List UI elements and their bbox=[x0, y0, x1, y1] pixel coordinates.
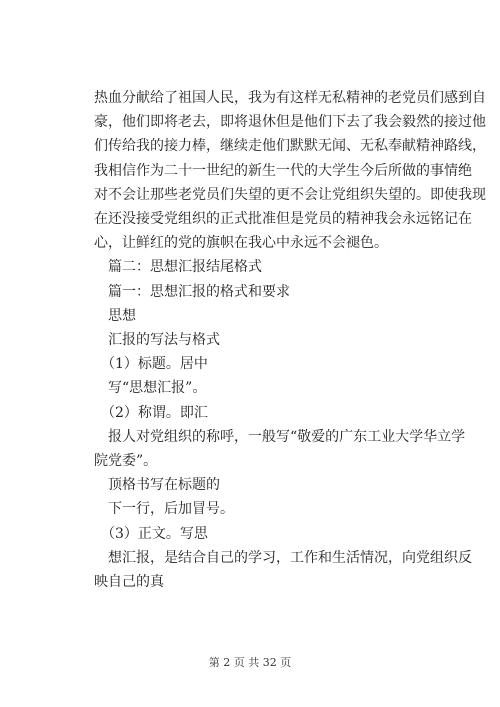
text-line: 想汇报，是结合自己的学习，工作和生活情况，向党组织反 bbox=[94, 549, 472, 566]
section-heading: 篇二：思想汇报结尾格式 bbox=[94, 259, 262, 276]
page-footer: 第 2 页 共 32 页 bbox=[208, 656, 292, 669]
text-line: 写“思想汇报”。 bbox=[94, 380, 207, 397]
text-line: 汇报的写法与格式 bbox=[94, 332, 220, 349]
text-line: （1）标题。居中 bbox=[94, 356, 208, 373]
text-line: 在还没接受党组织的正式批准但是党员的精神我会永远铭记在 bbox=[94, 211, 472, 228]
text-line: 下一行，后加冒号。 bbox=[94, 501, 234, 518]
text-line: （3）正文。写思 bbox=[94, 525, 208, 542]
text-line: 对不会让那些老党员们失望的更不会让党组织失望的。即使我现 bbox=[94, 186, 486, 203]
text-line: 们传给我的接力棒，继续走他们默默无闻、无私奉献精神路线， bbox=[94, 138, 486, 155]
text-line: 顶格书写在标题的 bbox=[94, 477, 220, 494]
text-line: 映自己的真 bbox=[94, 574, 164, 591]
text-line: 热血分献给了祖国人民，我为有这样无私精神的老党员们感到自 bbox=[94, 90, 486, 106]
text-line: 豪，他们即将老去，即将退休但是他们下去了我会毅然的接过他 bbox=[94, 114, 486, 131]
paragraph-body bbox=[94, 86, 486, 255]
section-heading: 篇一：思想汇报的格式和要求 bbox=[94, 283, 290, 300]
page-content bbox=[94, 86, 486, 594]
text-line: 院党委”。 bbox=[94, 453, 158, 470]
section-lines bbox=[94, 255, 472, 594]
text-line: 思想 bbox=[94, 307, 136, 324]
text-line: 心，让鲜红的党的旗帜在我心中永远不会褪色。 bbox=[94, 235, 388, 252]
text-line: 我相信作为二十一世纪的新生一代的大学生今后所做的事情绝 bbox=[94, 162, 472, 179]
text-line: 报人对党组织的称呼，一般写“敬爱的广东工业大学华立学 bbox=[94, 428, 466, 445]
text-line: （2）称谓。即汇 bbox=[94, 404, 208, 421]
